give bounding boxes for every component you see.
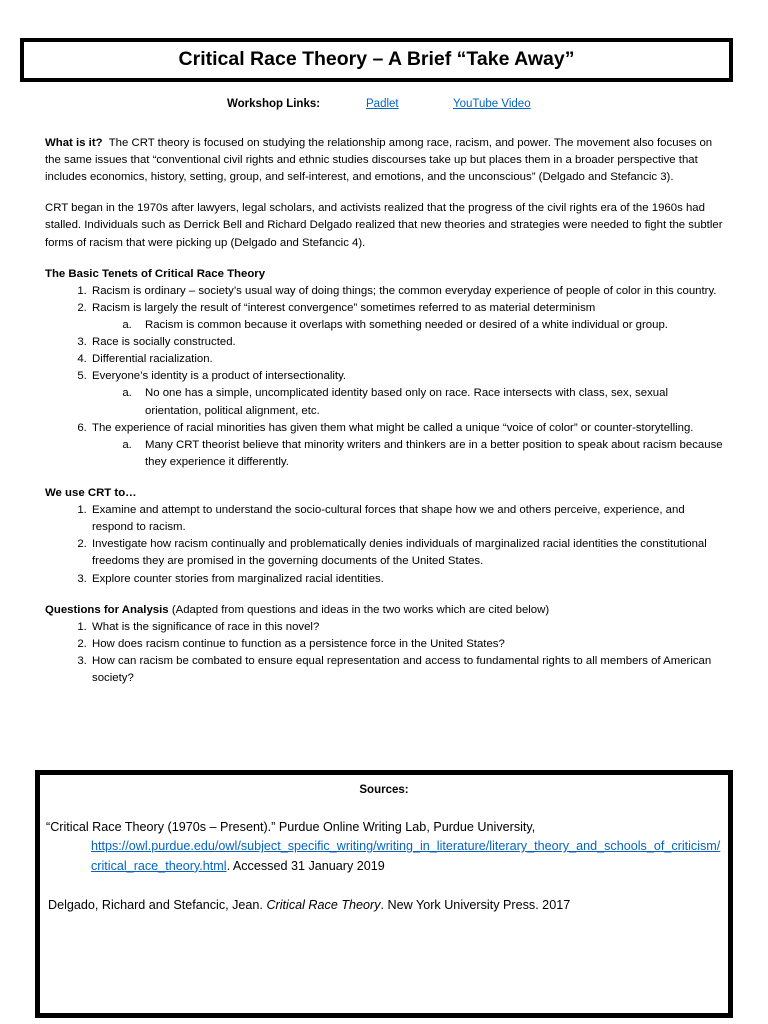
questions-list bbox=[45, 619, 723, 687]
tenet-item: 2. Racism is largely the result of “interest convergence” sometimes referred to as material determinism a. Racism is common because it overlaps with something needed or desired of a white individual or group. bbox=[90, 300, 723, 334]
workshop-links bbox=[0, 96, 768, 114]
questions-heading: Questions for Analysis (Adapted from questions and ideas in the two works which are cited below) bbox=[45, 603, 550, 616]
tenets-list bbox=[45, 283, 723, 471]
title-box bbox=[20, 38, 733, 82]
history-paragraph: CRT began in the 1970s after lawyers, legal scholars, and activists realized that the progress of the civil rights era of the 1960s had stalled. Individuals such as Derrick Bell and Richard Delgado realized that new theories and strategies were needed to fight the subtler forms of racism that were picking up (Delgado and Stefancic 4). bbox=[45, 202, 723, 249]
question-item: 2. How does racism continue to function as a persistence force in the United States? bbox=[90, 636, 723, 653]
citation-publisher: . New York University Press. 2017 bbox=[380, 898, 571, 913]
tenet-item: 3. Race is socially constructed. bbox=[90, 334, 723, 351]
purdue-owl-link[interactable]: https://owl.purdue.edu/owl/subject_specific_writing/writing_in_literature/literary_theory_and_schools_of_criticism/critical_race_theory.html bbox=[91, 839, 721, 873]
tenet-sublist bbox=[92, 317, 723, 334]
tenets-heading: The Basic Tenets of Critical Race Theory bbox=[45, 267, 266, 280]
question-item: 1. What is the significance of race in this novel? bbox=[90, 619, 723, 636]
citation-delgado bbox=[48, 896, 722, 916]
question-item: 3. How can racism be combated to ensure equal representation and access to fundamental rights to all members of American society? bbox=[90, 653, 723, 687]
citation-accessed: . Accessed 31 January 2019 bbox=[226, 858, 385, 873]
sources-heading: Sources: bbox=[359, 784, 409, 796]
uses-list bbox=[45, 502, 723, 588]
intro-paragraph bbox=[45, 135, 723, 186]
tenet-sublist bbox=[92, 385, 723, 419]
citation-book-title: Critical Race Theory bbox=[266, 898, 381, 913]
citation-purdue bbox=[46, 818, 722, 877]
uses-heading: We use CRT to… bbox=[45, 486, 137, 499]
page-title: Critical Race Theory – A Brief “Take Away” bbox=[178, 48, 575, 71]
citation-authors: Delgado, Richard and Stefancic, Jean. bbox=[48, 898, 263, 913]
tenet-item: 1. Racism is ordinary – society’s usual way of doing things; the common everyday experience of people of color in this country. bbox=[90, 283, 723, 300]
document-body bbox=[45, 135, 723, 701]
intro-text: The CRT theory is focused on studying the relationship among race, racism, and power. The movement also focuses on the same issues that “conventional civil rights and ethnic studies discourses take up but places them in a broader perspective that includes economics, history, setting, group, and self-interest, and emotions, and the unconscious” (Delgado and Stefancic 3). bbox=[45, 137, 713, 184]
tenet-subitem: a. Many CRT theorist believe that minority writers and thinkers are in a better position to speak about racism because they experience it differently. bbox=[135, 437, 723, 471]
use-item: 2. Investigate how racism continually and problematically denies individuals of marginalized racial identities the constitutional freedoms they are promised in the governing documents of the United States. bbox=[90, 536, 723, 570]
tenet-subitem: a. Racism is common because it overlaps with something needed or desired of a white individual or group. bbox=[135, 317, 723, 334]
youtube-video-link[interactable]: YouTube Video bbox=[453, 98, 531, 110]
tenet-sublist bbox=[92, 437, 723, 471]
citation-purdue-text: “Critical Race Theory (1970s – Present).” Purdue Online Writing Lab, Purdue University, bbox=[46, 819, 536, 834]
intro-label: What is it? bbox=[45, 137, 103, 149]
use-item: 1. Examine and attempt to understand the socio-cultural forces that shape how we and others perceive, experience, and respond to racism. bbox=[90, 502, 723, 536]
tenet-item: 4. Differential racialization. bbox=[90, 351, 723, 368]
workshop-links-label: Workshop Links: bbox=[227, 98, 321, 110]
tenet-item: 5. Everyone’s identity is a product of intersectionality. a. No one has a simple, uncomplicated identity based only on race. Race intersects with class, sex, sexual orientation, political alignment, etc. bbox=[90, 368, 723, 419]
padlet-link[interactable]: Padlet bbox=[366, 98, 399, 110]
tenet-item: 6. The experience of racial minorities has given them what might be called a unique “voice of color” or counter-storytelling. a. Many CRT theorist believe that minority writers and thinkers are in a better position to speak about racism because they experience it differently. bbox=[90, 420, 723, 471]
sources-box bbox=[35, 770, 733, 1018]
tenet-subitem: a. No one has a simple, uncomplicated identity based only on race. Race intersects with class, sex, sexual orientation, political alignment, etc. bbox=[135, 385, 723, 419]
questions-note: (Adapted from questions and ideas in the two works which are cited below) bbox=[171, 603, 550, 616]
use-item: 3. Explore counter stories from marginalized racial identities. bbox=[90, 571, 723, 588]
